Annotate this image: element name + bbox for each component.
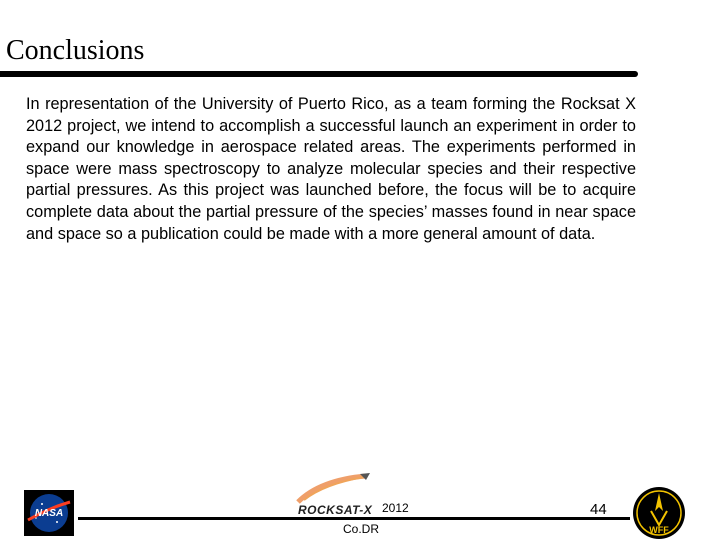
rocksat-logo-text: ROCKSAT-X [298,503,373,517]
slide-title: Conclusions [6,35,145,66]
nasa-logo [24,490,74,536]
slide-number: 44 [590,501,607,518]
rocksat-x-logo [290,472,382,518]
conclusions-paragraph: In representation of the University of Puerto Rico, as a team forming the Rocksat X 2012 project, we intend to accomplish a successful launch an experiment in order to expand our knowledge in aerospace related areas. The experiments performed in space were mass spectroscopy to analyze molecular species and their respective partial pressures. As this project was launched before, the focus will be to acquire complete data about the partial pressure of the species’ masses found in near space and space so a publication could be made with a more general amount of data. [26,95,636,243]
title-underline [0,71,638,77]
wff-logo-text: WFF [649,525,669,535]
nasa-logo-text: NASA [34,508,64,519]
footer-year: 2012 [382,501,409,515]
wff-logo [631,485,687,540]
footer-label: Co.DR [343,522,380,536]
